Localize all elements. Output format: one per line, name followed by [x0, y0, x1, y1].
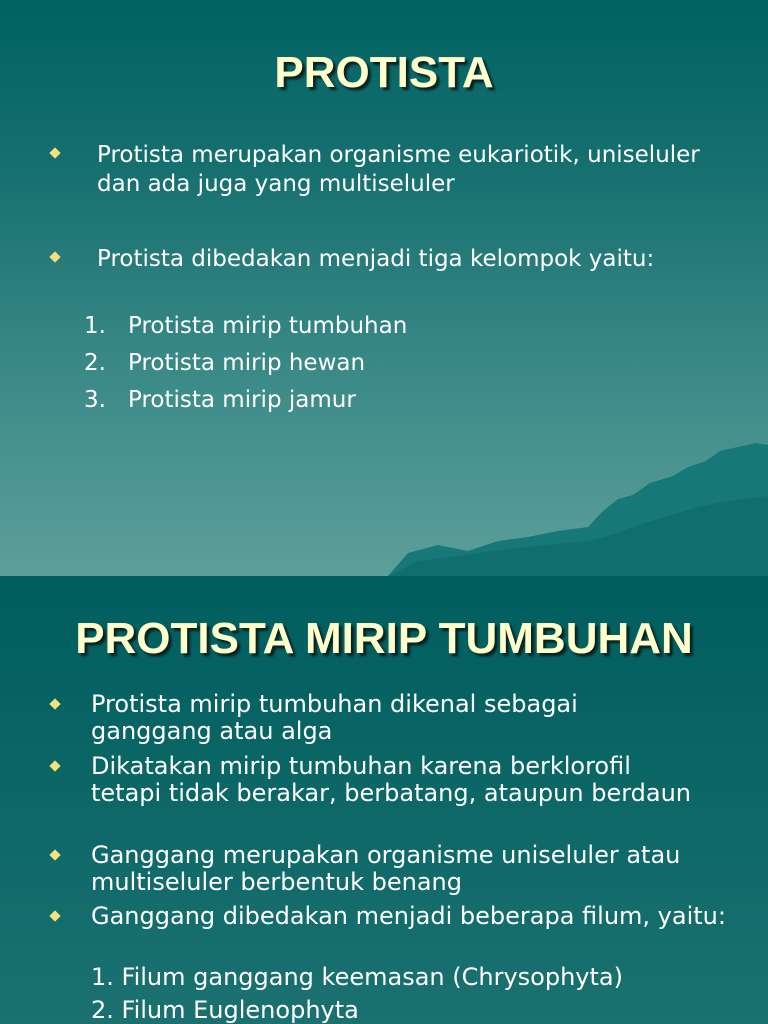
- diamond-bullet-icon: [49, 698, 60, 709]
- diamond-bullet-icon: [49, 760, 60, 771]
- list-item: [84, 313, 407, 339]
- list-item: [84, 350, 365, 376]
- diamond-bullet-icon: [49, 849, 60, 860]
- list-item: 1. Filum ganggang keemasan (Chrysophyta): [91, 963, 623, 991]
- diamond-bullet-icon: [49, 910, 60, 921]
- slide-protista-mirip-tumbuhan: [0, 576, 768, 1024]
- list-item-text: Protista mirip hewan: [128, 350, 366, 376]
- bullet-text: Protista mirip tumbuhan dikenal sebagai ganggang atau alga: [91, 690, 578, 745]
- list-item: 2. Filum Euglenophyta: [91, 996, 359, 1024]
- bullet-text: Ganggang merupakan organisme uniseluler atau multiseluler berbentuk benang: [91, 841, 681, 896]
- slide-title: PROTISTA MIRIP TUMBUHAN: [75, 614, 693, 663]
- bullet-text: Protista dibedakan menjadi tiga kelompok yaitu:: [97, 246, 655, 272]
- list-item: [84, 387, 356, 413]
- bullet-text: Ganggang dibedakan menjadi beberapa filum, yaitu:: [91, 902, 726, 930]
- slide-title: PROTISTA: [274, 48, 494, 97]
- diamond-bullet-icon: [49, 251, 60, 262]
- list-number: 1.: [84, 313, 106, 339]
- list-item-text: Protista mirip tumbuhan: [128, 313, 408, 339]
- list-number: 3.: [84, 387, 106, 413]
- list-item-text: Protista mirip jamur: [128, 387, 356, 413]
- mountain-range-decoration: [388, 441, 768, 576]
- bullet-text: Dikatakan mirip tumbuhan karena berklorofil tetapi tidak berakar, berbatang, ataupun berdaun: [91, 752, 692, 807]
- bullet-text: Protista merupakan organisme eukariotik, uniseluler dan ada juga yang multiseluler: [97, 142, 700, 197]
- list-number: 2.: [84, 350, 106, 376]
- diamond-bullet-icon: [49, 147, 60, 158]
